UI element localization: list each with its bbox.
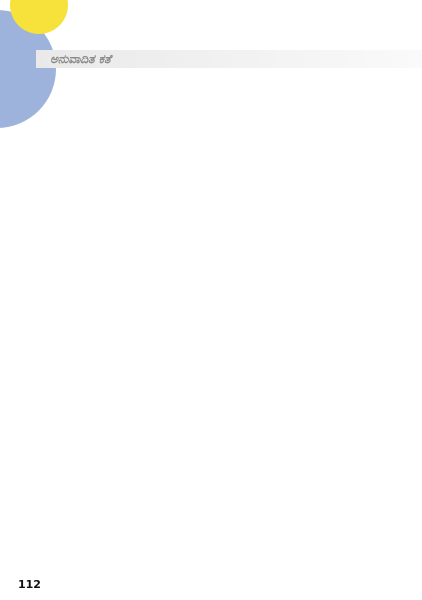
page-number: 112 (18, 578, 41, 591)
section-title: ಅನುವಾದಿತ ಕತೆ (50, 52, 111, 66)
story-body (52, 80, 382, 560)
